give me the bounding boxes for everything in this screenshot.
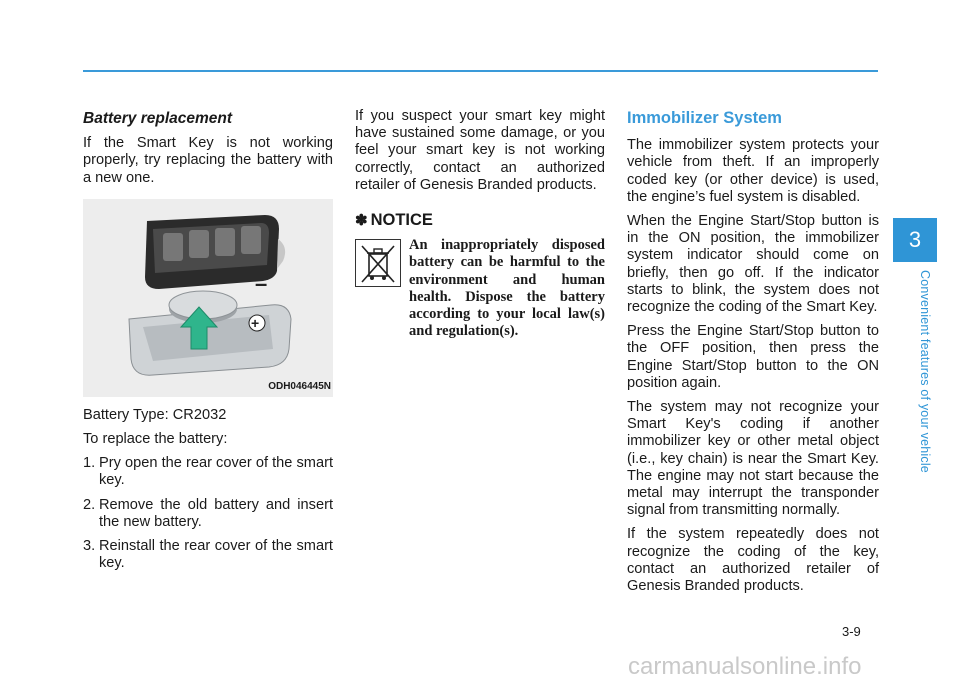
watermark: carmanualsonline.info <box>628 653 862 680</box>
immobilizer-paragraph: When the Engine Start/Stop button is in the ON position, the immobilizer system indicator should come on briefly, then go off. If the indicator starts to blink, the system does not recognize the coding of the Smart Key. <box>627 213 879 316</box>
figure-code: ODH046445N <box>268 380 331 392</box>
battery-type: Battery Type: CR2032 <box>83 406 227 423</box>
right-column <box>627 108 879 602</box>
immobilizer-paragraph: The immobilizer system protects your vehicle from theft. If an improperly coded key (or other device) is used, the engine’s fuel system is disabled. <box>627 137 879 205</box>
top-rule <box>83 70 878 72</box>
chapter-number-tab: 3 <box>893 218 937 262</box>
immobilizer-title: Immobilizer System <box>627 109 782 127</box>
smart-key-battery-illustration <box>83 199 333 397</box>
notice-star-icon: ✽ <box>355 212 368 230</box>
intro-text: If the Smart Key is not working properly, try replacing the battery with a new one. <box>83 135 333 186</box>
immobilizer-paragraph: If the system repeatedly does not recognize the coding of the key, contact an authorized retailer of Genesis Branded products. <box>627 526 879 595</box>
notice-heading <box>355 212 605 229</box>
notice-title: NOTICE <box>370 211 433 230</box>
notice-text: An inappropriately disposed battery can be harmful to the environment and human health. Dispose the battery according to your local law(s) and regulation(s). <box>409 237 605 340</box>
list-item: 3. Reinstall the rear cover of the smart key. <box>83 538 333 572</box>
immobilizer-paragraph: The system may not recognize your Smart Key's coding if another immobilizer key or other metal object (i.e., key chain) is near the Smart Key. The engine may not start because the metal may interrupt the transponder signal from transmitting normally. <box>627 399 879 519</box>
page-number: 3-9 <box>842 624 861 639</box>
notice-body <box>355 237 605 347</box>
replacement-steps <box>83 455 333 572</box>
list-item: 2. Remove the old battery and insert the new battery. <box>83 496 333 530</box>
damage-text: If you suspect your smart key might have sustained some damage, or you feel your smart key is not working correctly, contact an authorized retailer of Genesis Branded products. <box>355 108 605 193</box>
middle-column <box>355 108 605 347</box>
crossed-bin-icon <box>355 239 401 287</box>
chapter-label: Convenient features of your vehicle <box>918 270 932 473</box>
battery-replacement-heading: Battery replacement <box>83 110 233 127</box>
svg-text:+: + <box>251 314 260 331</box>
left-column <box>83 108 333 579</box>
svg-text:–: – <box>255 270 268 296</box>
immobilizer-paragraph: Press the Engine Start/Stop button to the OFF position, then press the Engine Start/Stop button to the ON position again. <box>627 323 879 391</box>
to-replace-text: To replace the battery: <box>83 431 228 448</box>
list-item: 1. Pry open the rear cover of the smart key. <box>83 455 333 489</box>
smart-key-figure <box>83 199 333 397</box>
